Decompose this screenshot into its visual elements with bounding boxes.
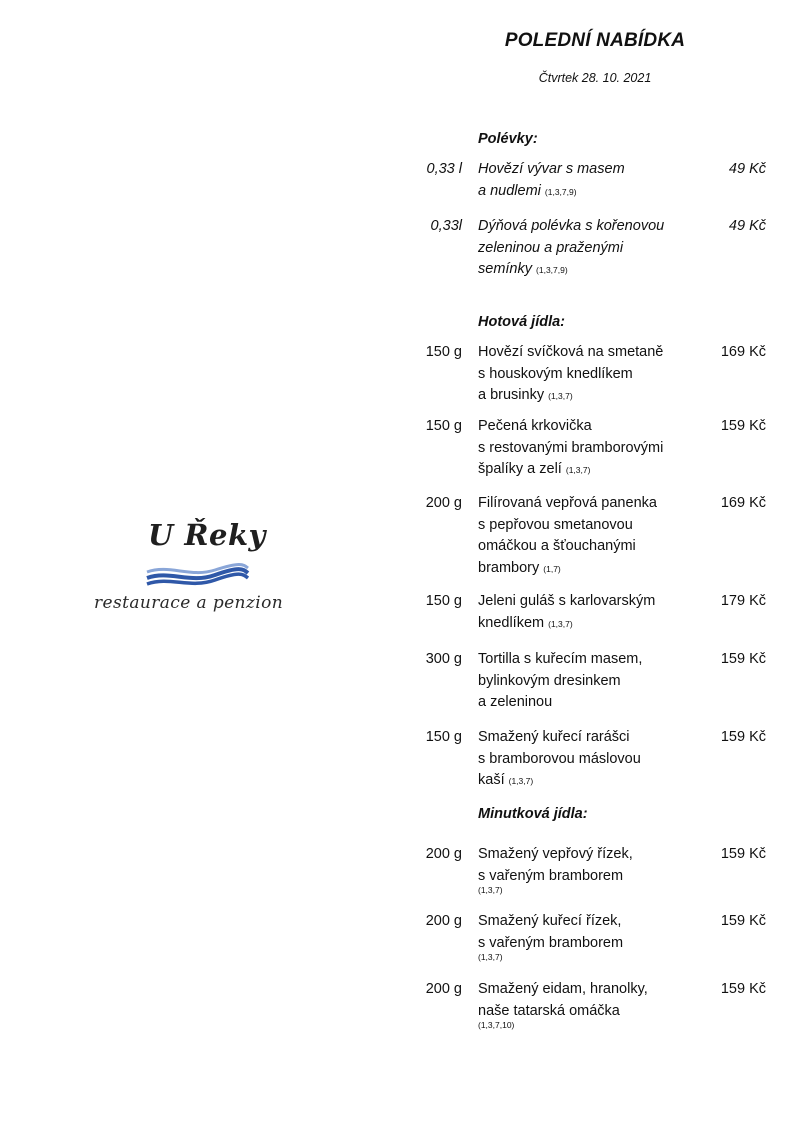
item-allergens: (1,3,7,9) <box>536 265 568 275</box>
item-line: brambory <box>478 559 540 576</box>
item-line: kaší <box>478 772 505 788</box>
item-line: zeleninou a praženými <box>478 239 624 256</box>
section-heading-main: Hotová jídla: <box>478 314 566 330</box>
item-price: 169 Kč <box>720 495 766 511</box>
item-allergens: (1,3,7) <box>565 465 591 475</box>
item-name <box>478 342 698 408</box>
item-line: a brusinky <box>478 387 545 403</box>
item-line: omáčkou a šťouchanými <box>478 538 636 554</box>
item-name <box>478 979 698 1045</box>
item-quantity: 150 g <box>425 593 462 609</box>
item-line: bylinkovým dresinkem <box>478 672 621 689</box>
item-line: naše tatarská omáčka <box>478 1002 620 1019</box>
item-line: Pečená krkovička <box>478 418 592 434</box>
item-price: 169 Kč <box>720 344 766 360</box>
item-name <box>478 844 698 910</box>
item-line: Filírovaná vepřová panenka <box>478 495 657 511</box>
item-quantity: 0,33 l <box>426 161 462 177</box>
page-title: POLEDNÍ NABÍDKA <box>504 30 686 51</box>
item-price: 159 Kč <box>720 846 766 862</box>
item-allergens: (1,3,7) <box>478 885 503 895</box>
item-name <box>478 416 698 482</box>
item-line: knedlíkem <box>478 614 545 631</box>
item-line: s restovanými bramborovými <box>478 439 664 456</box>
item-price: 49 Kč <box>728 218 766 234</box>
item-quantity: 150 g <box>425 418 462 434</box>
item-line: Jeleni guláš s karlovarským <box>478 593 656 609</box>
item-quantity: 200 g <box>425 981 462 997</box>
item-name <box>478 727 698 793</box>
item-line: s houskovým knedlíkem <box>478 365 633 382</box>
item-allergens: (1,3,7) <box>548 391 573 401</box>
item-quantity: 300 g <box>425 651 462 667</box>
item-price: 159 Kč <box>720 651 766 667</box>
item-line: špalíky a zelí <box>478 461 562 477</box>
item-line: Smažený eidam, hranolky, <box>478 981 648 997</box>
item-line: s pepřovou smetanovou <box>478 516 633 533</box>
wave-icon <box>145 562 250 588</box>
item-line: Tortilla s kuřecím masem, <box>478 651 643 667</box>
item-quantity: 200 g <box>425 913 462 929</box>
item-name <box>478 216 698 282</box>
logo-title: U Řeky <box>148 518 266 552</box>
item-name <box>478 649 698 714</box>
item-line: Smažený vepřový řízek, <box>478 846 633 862</box>
restaurant-logo <box>90 510 305 625</box>
item-allergens: (1,3,7) <box>548 618 573 629</box>
item-price: 159 Kč <box>720 981 766 997</box>
item-allergens: (1,3,7,10) <box>478 1020 515 1030</box>
item-quantity: 200 g <box>425 495 462 511</box>
item-quantity: 150 g <box>425 729 462 745</box>
logo-subtitle: restaurace a penzion <box>94 593 284 613</box>
item-price: 159 Kč <box>720 418 766 434</box>
item-quantity: 150 g <box>425 344 462 360</box>
item-line: a zeleninou <box>478 694 553 710</box>
item-line: Smažený kuřecí rarášci <box>478 729 630 745</box>
item-line: a nudlemi <box>478 182 541 199</box>
item-price: 179 Kč <box>720 593 766 609</box>
item-name <box>478 911 698 977</box>
item-line: s vařeným bramborem <box>478 934 624 951</box>
item-allergens: (1,7) <box>543 563 561 574</box>
item-line: s bramborovou máslovou <box>478 750 641 767</box>
item-price: 159 Kč <box>720 913 766 929</box>
item-allergens: (1,3,7) <box>508 776 534 786</box>
item-quantity: 200 g <box>425 846 462 862</box>
section-heading-soups: Polévky: <box>478 131 538 147</box>
item-price: 49 Kč <box>728 161 766 177</box>
item-line: Dýňová polévka s kořenovou <box>478 218 665 234</box>
item-name <box>478 493 698 580</box>
section-heading-minute: Minutková jídla: <box>478 806 588 822</box>
item-name <box>478 591 698 635</box>
item-allergens: (1,3,7,9) <box>544 186 577 197</box>
item-line: semínky <box>478 261 532 277</box>
item-line: s vařeným bramborem <box>478 867 624 884</box>
item-line: Smažený kuřecí řízek, <box>478 913 622 929</box>
item-quantity: 0,33l <box>430 218 462 234</box>
item-line: Hovězí vývar s masem <box>478 161 625 177</box>
item-line: Hovězí svíčková na smetaně <box>478 344 664 360</box>
item-price: 159 Kč <box>720 729 766 745</box>
menu-date: Čtvrtek 28. 10. 2021 <box>538 71 652 85</box>
item-name <box>478 159 698 203</box>
item-allergens: (1,3,7) <box>478 952 503 962</box>
